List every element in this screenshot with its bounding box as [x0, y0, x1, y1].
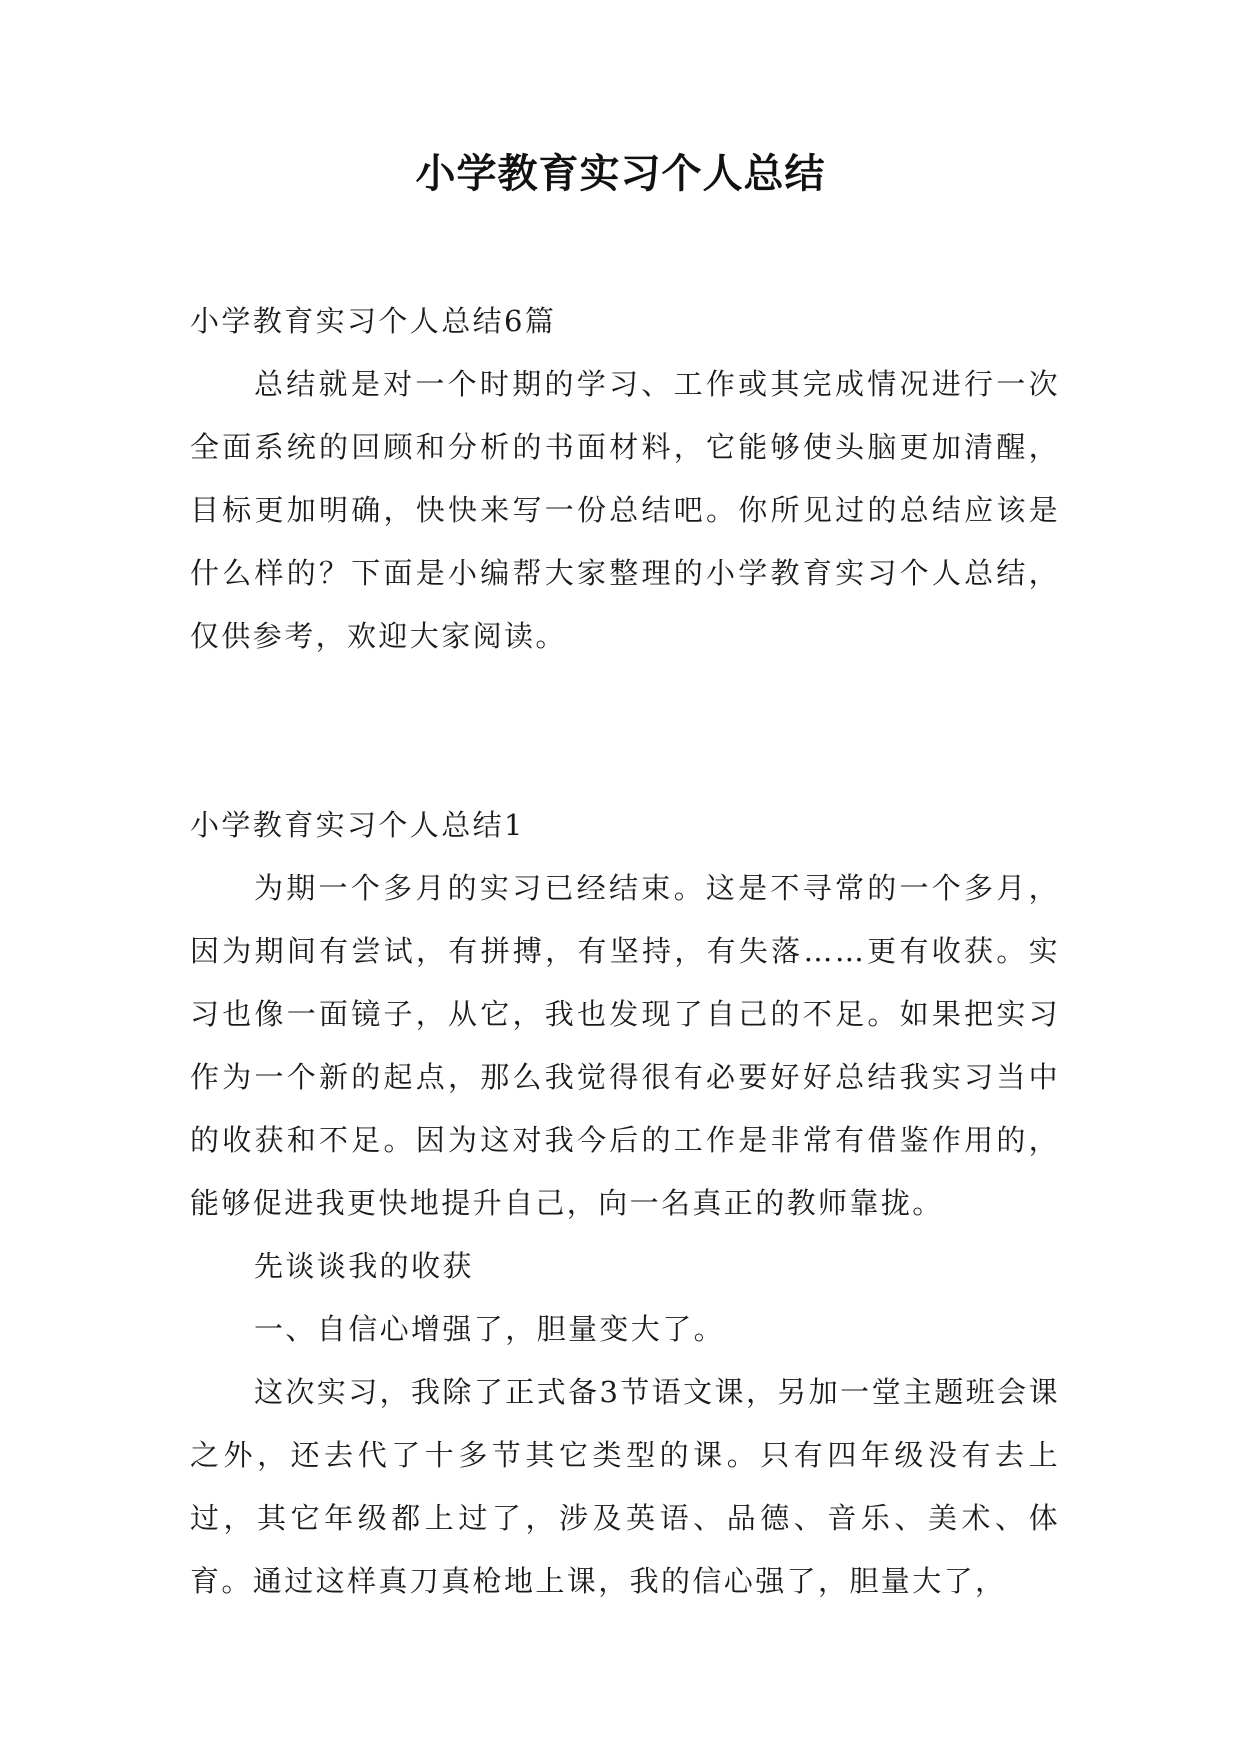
- page-title: 小学教育实习个人总结: [415, 151, 826, 197]
- body-paragraph: 这次实习，我除了正式备3节语文课，另加一堂主题班会课之外，还去代了十多节其它类型的课。只有四年级没有去上过，其它年级都上过了，涉及英语、品德、音乐、美术、体育。通过这样真刀真枪地上课，我的信心强了，胆量大了，: [190, 1375, 1060, 1598]
- section-spacer: [190, 668, 1060, 794]
- body-paragraph: 一、自信心增强了，胆量变大了。: [254, 1312, 726, 1346]
- document-subtitle: 小学教育实习个人总结6篇: [190, 304, 557, 338]
- intro-paragraph: 总结就是对一个时期的学习、工作或其完成情况进行一次全面系统的回顾和分析的书面材料，它能够使头脑更加清醒，目标更加明确，快快来写一份总结吧。你所见过的总结应该是什么样的？下面是小编帮大家整理的小学教育实习个人总结，仅供参考，欢迎大家阅读。: [190, 367, 1060, 653]
- body-paragraph: 先谈谈我的收获: [254, 1249, 474, 1283]
- document-body: [190, 290, 1060, 1613]
- body-paragraph: 为期一个多月的实习已经结束。这是不寻常的一个多月，因为期间有尝试，有拼搏，有坚持，有失落……更有收获。实习也像一面镜子，从它，我也发现了自己的不足。如果把实习作为一个新的起点，那么我觉得很有必要好好总结我实习当中的收获和不足。因为这对我今后的工作是非常有借鉴作用的，能够促进我更快地提升自己，向一名真正的教师靠拢。: [190, 871, 1060, 1220]
- section-heading: 小学教育实习个人总结1: [190, 808, 525, 842]
